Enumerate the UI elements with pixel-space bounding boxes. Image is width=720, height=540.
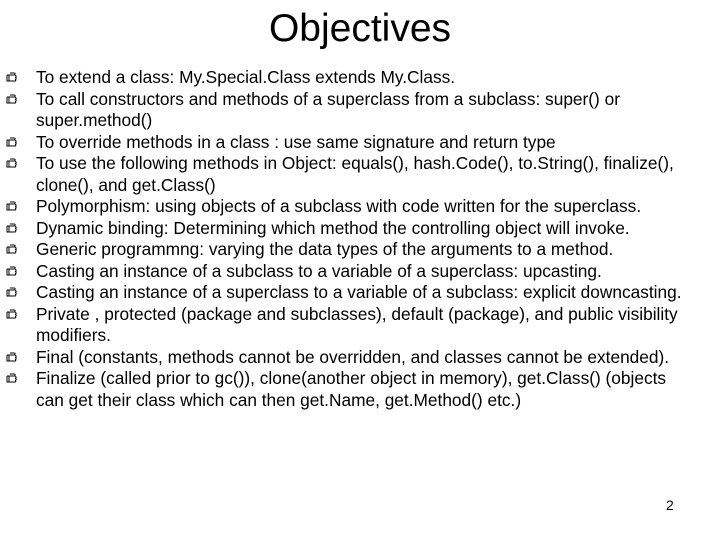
- list-item: [0, 196, 720, 218]
- pointing-hand-icon: [6, 93, 20, 105]
- bullet-text: To call constructors and methods of a superclass from a subclass: super() or super.method(): [36, 88, 620, 130]
- list-item: [0, 368, 720, 411]
- slide-title: Objectives: [268, 7, 452, 50]
- pointing-hand-icon: [6, 200, 20, 212]
- bullet-text: Private , protected (package and subclasses), default (package), and public visibility modifiers.: [36, 303, 678, 345]
- pointing-hand-icon: [6, 351, 20, 363]
- list-item: [0, 89, 720, 132]
- pointing-hand-icon: [6, 286, 20, 298]
- list-item: [0, 153, 720, 196]
- list-item: [0, 304, 720, 347]
- pointing-hand-icon: [6, 372, 20, 384]
- bullet-text: Casting an instance of a subclass to a variable of a superclass: upcasting.: [36, 260, 602, 281]
- pointing-hand-icon: [6, 243, 20, 255]
- pointing-hand-icon: [6, 136, 20, 148]
- list-item: [0, 239, 720, 261]
- pointing-hand-icon: [6, 157, 20, 169]
- pointing-hand-icon: [6, 308, 20, 320]
- bullet-text: To use the following methods in Object: equals(), hash.Code(), to.String(), finalize(), clone(), and get.Class(): [36, 153, 674, 195]
- bullet-text: Final (constants, methods cannot be overridden, and classes cannot be extended).: [36, 346, 670, 367]
- bullet-text: Polymorphism: using objects of a subclass with code written for the superclass.: [36, 196, 642, 216]
- list-item: [0, 67, 720, 89]
- bullet-text: Finalize (called prior to gc()), clone(another object in memory), get.Class() (objects can get their class which can then get.Name, get.Method() etc.): [36, 368, 667, 410]
- bullet-text: Casting an instance of a superclass to a variable of a subclass: explicit downcasting.: [36, 282, 682, 302]
- bullet-text: To override methods in a class : use same signature and return type: [36, 131, 556, 152]
- bullet-text: To extend a class: My.Special.Class extends My.Class.: [36, 67, 456, 87]
- list-item: [0, 261, 720, 283]
- pointing-hand-icon: [6, 71, 20, 83]
- list-item: [0, 218, 720, 240]
- bullet-text: Generic programmng: varying the data types of the arguments to a method.: [36, 239, 614, 259]
- objectives-list: [0, 67, 720, 411]
- pointing-hand-icon: [6, 265, 20, 277]
- page-number: 2: [666, 497, 674, 513]
- list-item: [0, 132, 720, 154]
- list-item: [0, 282, 720, 304]
- bullet-text: Dynamic binding: Determining which method the controlling object will invoke.: [36, 217, 630, 238]
- list-item: [0, 347, 720, 369]
- pointing-hand-icon: [6, 222, 20, 234]
